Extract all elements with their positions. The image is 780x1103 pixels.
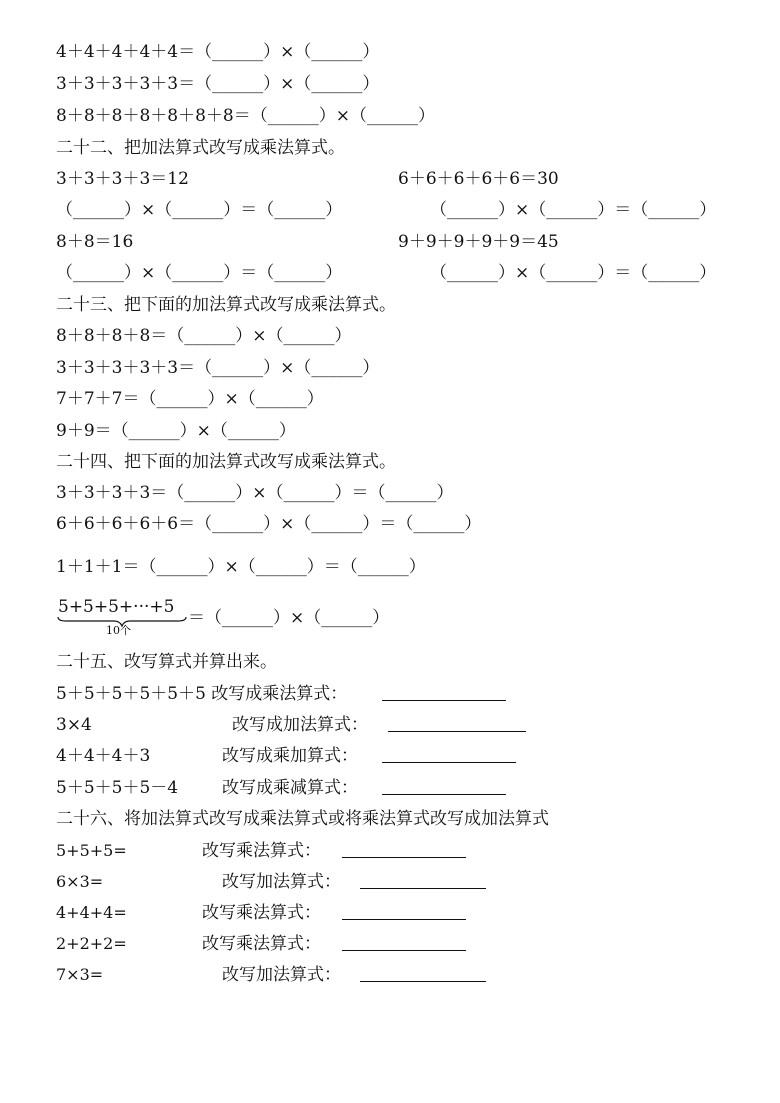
problem-line: 3＋3＋3＋3＝12 — [56, 169, 189, 189]
answer-blank — [388, 731, 526, 732]
problem-line: 3＋3＋3＋3＝（______）×（______）＝（______） — [56, 483, 454, 503]
answer-blank — [360, 888, 486, 889]
problem-line: 9＋9＋9＋9＋9＝45 — [398, 232, 559, 252]
answer-blank — [342, 919, 466, 920]
problem-line: 8＋8＋8＋8＝（______）×（______） — [56, 326, 352, 346]
problem-line: 8＋8＋8＋8＋8＋8＋8＝（______）×（______） — [56, 106, 435, 126]
answer-blank — [382, 762, 516, 763]
instruction-label: 改写加法算式： — [222, 965, 341, 985]
answer-blank — [382, 700, 506, 701]
section-heading-23: 二十三、把下面的加法算式改写成乘法算式。 — [56, 295, 396, 315]
brace-sum: 5+5+5+···+5 — [58, 597, 175, 617]
problem-line: 2+2+2= — [56, 934, 127, 953]
answer-blank — [342, 950, 466, 951]
answer-line: （______）×（______）＝（______） — [56, 263, 343, 283]
problem-line: 4＋4＋4＋3 — [56, 746, 151, 766]
instruction-label: 改写成乘减算式： — [222, 778, 358, 798]
problem-line: 6×3= — [56, 872, 104, 891]
problem-line: 6＋6＋6＋6＋6＝30 — [398, 169, 559, 189]
problem-line: 3＋3＋3＋3＋3＝（______）×（______） — [56, 358, 380, 378]
instruction-label: 改写成乘加算式： — [222, 746, 358, 766]
answer-blank — [382, 794, 506, 795]
problem-line: 5＋5＋5＋5＋5＋5 改写成乘法算式： — [56, 684, 348, 704]
instruction-label: 改写乘法算式： — [202, 841, 321, 861]
problem-line: 8＋8＝16 — [56, 232, 134, 252]
section-heading-24: 二十四、把下面的加法算式改写成乘法算式。 — [56, 452, 396, 472]
answer-line: （______）×（______）＝（______） — [430, 200, 717, 220]
problem-line: 5＋5＋5＋5－4 — [56, 778, 179, 798]
answer-line: （______）×（______）＝（______） — [430, 263, 717, 283]
answer-blank — [342, 857, 466, 858]
problem-line: 6＋6＋6＋6＋6＝（______）×（______）＝（______） — [56, 514, 482, 534]
problem-line: 1＋1＋1＝（______）×（______）＝（______） — [56, 557, 426, 577]
problem-line: 3＋3＋3＋3＋3＝（______）×（______） — [56, 74, 380, 94]
section-heading-26: 二十六、将加法算式改写成乘法算式或将乘法算式改写成加法算式 — [56, 809, 549, 829]
problem-line: ＝（______）×（______） — [188, 608, 390, 628]
section-heading-22: 二十二、把加法算式改写成乘法算式。 — [56, 138, 345, 158]
instruction-label: 改写乘法算式： — [202, 903, 321, 923]
section-heading-25: 二十五、改写算式并算出来。 — [56, 652, 277, 672]
brace-expression — [56, 596, 188, 642]
problem-line: 4＋4＋4＋4＋4＝（______）×（______） — [56, 42, 380, 62]
problem-line: 5+5+5= — [56, 841, 127, 860]
brace-count-label: 10个 — [106, 624, 131, 637]
problem-line: 4+4+4= — [56, 903, 127, 922]
problem-line: 7×3= — [56, 965, 104, 984]
answer-blank — [360, 981, 486, 982]
instruction-label: 改写成加法算式： — [232, 715, 368, 735]
problem-line: 3×4 — [56, 715, 92, 735]
instruction-label: 改写乘法算式： — [202, 934, 321, 954]
problem-line: 9＋9＝（______）×（______） — [56, 421, 296, 441]
problem-line: 7＋7＋7＝（______）×（______） — [56, 389, 324, 409]
instruction-label: 改写加法算式： — [222, 872, 341, 892]
answer-line: （______）×（______）＝（______） — [56, 200, 343, 220]
